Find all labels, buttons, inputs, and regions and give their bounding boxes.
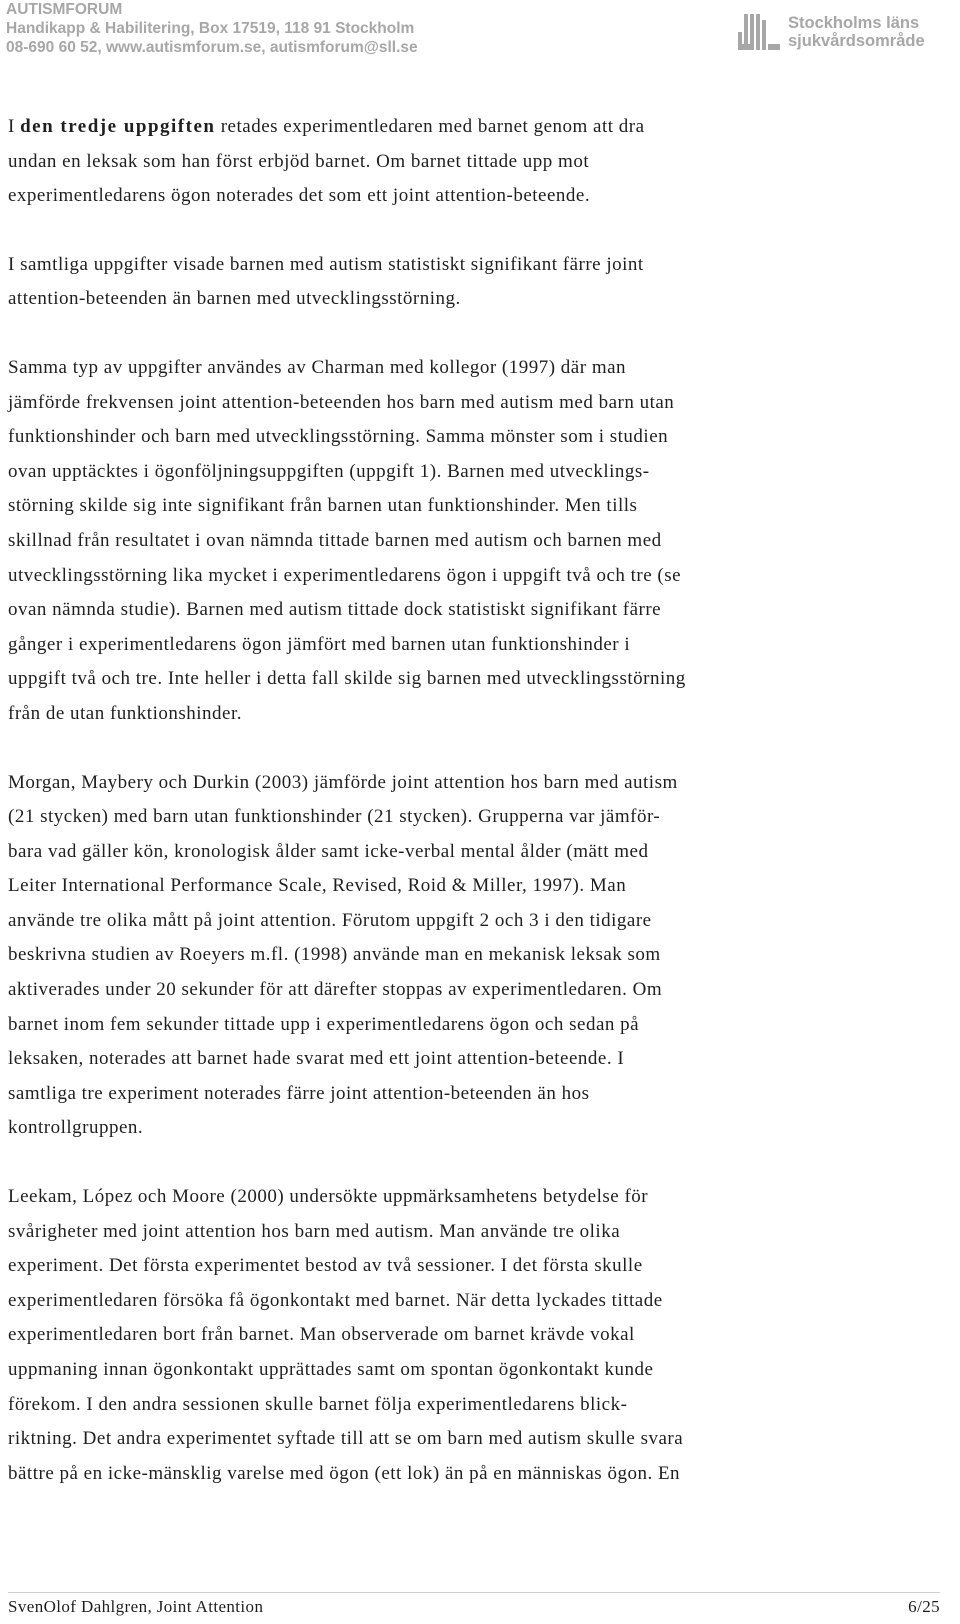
paragraph-line: ovan nämnda studie). Barnen med autism tittade dock statistiskt signifikant färre bbox=[8, 599, 662, 621]
paragraph-line: kontrollgruppen. bbox=[8, 1117, 144, 1139]
paragraph-4 bbox=[8, 766, 938, 1147]
paragraph-line: riktning. Det andra experimentet syftade till att se om barn med autism skulle svara bbox=[8, 1428, 684, 1450]
lead-text: I bbox=[8, 116, 21, 137]
org-name: AUTISMFORUM bbox=[6, 1, 123, 18]
paragraph-line: bara vad gäller kön, kronologisk ålder samt icke-verbal mental ålder (mätt med bbox=[8, 840, 649, 862]
paragraph-5 bbox=[8, 1180, 938, 1491]
line-text: retades experimentledaren med barnet genom att dra bbox=[215, 116, 645, 137]
paragraph-line: I samtliga uppgifter visade barnen med autism statistiskt signifikant färre joint bbox=[8, 253, 644, 275]
paragraph-line: samtliga tre experiment noterades färre joint attention-beteenden än hos bbox=[8, 1082, 590, 1104]
logo-line2: sjukvårdsområde bbox=[788, 32, 925, 50]
page-number: 6/25 bbox=[908, 1597, 940, 1616]
footer-author-title: SvenOlof Dahlgren, Joint Attention bbox=[8, 1597, 264, 1616]
org-address: Handikapp & Habilitering, Box 17519, 118 91 Stockholm bbox=[6, 20, 415, 37]
paragraph-line: använde tre olika mått på joint attention. Förutom uppgift 2 och 3 i den tidigare bbox=[8, 909, 652, 931]
paragraph-line: svårigheter med joint attention hos barn med autism. Man använde tre olika bbox=[8, 1220, 621, 1242]
paragraph-line: utvecklingsstörning lika mycket i experimentledarens ögon i uppgift två och tre (se bbox=[8, 564, 682, 586]
paragraph-line: Morgan, Maybery och Durkin (2003) jämförde joint attention hos barn med autism bbox=[8, 771, 678, 793]
paragraph-line: beskrivna studien av Roeyers m.fl. (1998) använde man en mekanisk leksak som bbox=[8, 944, 661, 966]
paragraph-line: ovan upptäcktes i ögonföljningsuppgiften (uppgift 1). Barnen med utvecklings- bbox=[8, 460, 650, 482]
paragraph-line: aktiverades under 20 sekunder för att därefter stoppas av experimentledaren. Om bbox=[8, 979, 663, 1001]
bold-heading-phrase: den tredje uppgiften bbox=[20, 116, 216, 137]
paragraph-line: uppmaning innan ögonkontakt upprättades samt om spontan ögonkontakt kunde bbox=[8, 1359, 654, 1380]
paragraph-line: Samma typ av uppgifter användes av Charman med kollegor (1997) där man bbox=[8, 356, 627, 378]
sll-logo bbox=[738, 14, 950, 52]
org-info bbox=[6, 0, 418, 57]
paragraph-3 bbox=[8, 351, 938, 732]
paragraph-line: bättre på en icke-mänsklig varelse med ögon (ett lok) än på en människas ögon. En bbox=[8, 1462, 681, 1484]
org-contact: 08-690 60 52, www.autismforum.se, autismforum@sll.se bbox=[6, 39, 418, 56]
paragraph-line: barnet inom fem sekunder tittade upp i experimentledarens ögon och sedan på bbox=[8, 1013, 640, 1035]
paragraph-line: experimentledaren bort från barnet. Man observerade om barnet krävde vokal bbox=[8, 1324, 635, 1346]
paragraph-line bbox=[8, 110, 938, 145]
paragraph-line: uppgift två och tre. Inte heller i detta fall skilde sig barnen med utvecklingsstörning bbox=[8, 668, 686, 690]
paragraph-1 bbox=[8, 110, 938, 214]
paragraph-line: experiment. Det första experimentet bestod av två sessioner. I det första skulle bbox=[8, 1255, 643, 1277]
paragraph-line: funktionshinder och barn med utvecklingsstörning. Samma mönster som i studien bbox=[8, 426, 669, 448]
paragraph-line: skillnad från resultatet i ovan nämnda tittade barnen med autism och barnen med bbox=[8, 529, 662, 551]
page-footer bbox=[8, 1592, 940, 1621]
paragraph-2 bbox=[8, 248, 938, 317]
paragraph-line: jämförde frekvensen joint attention-beteenden hos barn med autism med barn utan bbox=[8, 391, 675, 413]
paragraph-line: experimentledaren försöka få ögonkontakt med barnet. När detta lyckades tittade bbox=[8, 1289, 663, 1311]
paragraph-line: leksaken, noterades att barnet hade svarat med ett joint attention-beteende. I bbox=[8, 1048, 625, 1070]
paragraph-line: störning skilde sig inte signifikant från barnen utan funktionshinder. Men tills bbox=[8, 495, 638, 517]
logo-line1: Stockholms läns bbox=[788, 14, 920, 32]
paragraph-line: från de utan funktionshinder. bbox=[8, 702, 243, 724]
paragraph-line: (21 stycken) med barn utan funktionshinder (21 stycken). Grupperna var jämför- bbox=[8, 806, 661, 828]
page-header bbox=[0, 0, 960, 62]
logo-text bbox=[788, 14, 925, 50]
paragraph-line: undan en leksak som han först erbjöd barnet. Om barnet tittade upp mot bbox=[8, 150, 590, 172]
paragraph-line: Leiter International Performance Scale, Revised, Roid & Miller, 1997). Man bbox=[8, 875, 627, 897]
paragraph-line: experimentledarens ögon noterades det som ett joint attention-beteende. bbox=[8, 185, 591, 207]
paragraph-line: Leekam, López och Moore (2000) undersökte uppmärksamhetens betydelse för bbox=[8, 1186, 649, 1208]
paragraph-line: förekom. I den andra sessionen skulle barnet följa experimentledarens blick- bbox=[8, 1393, 628, 1415]
sll-logo-icon bbox=[738, 14, 780, 50]
paragraph-line: attention-beteenden än barnen med utvecklingsstörning. bbox=[8, 288, 461, 310]
document-body bbox=[8, 110, 938, 1525]
paragraph-line: gånger i experimentledarens ögon jämfört med barnen utan funktionshinder i bbox=[8, 633, 631, 655]
